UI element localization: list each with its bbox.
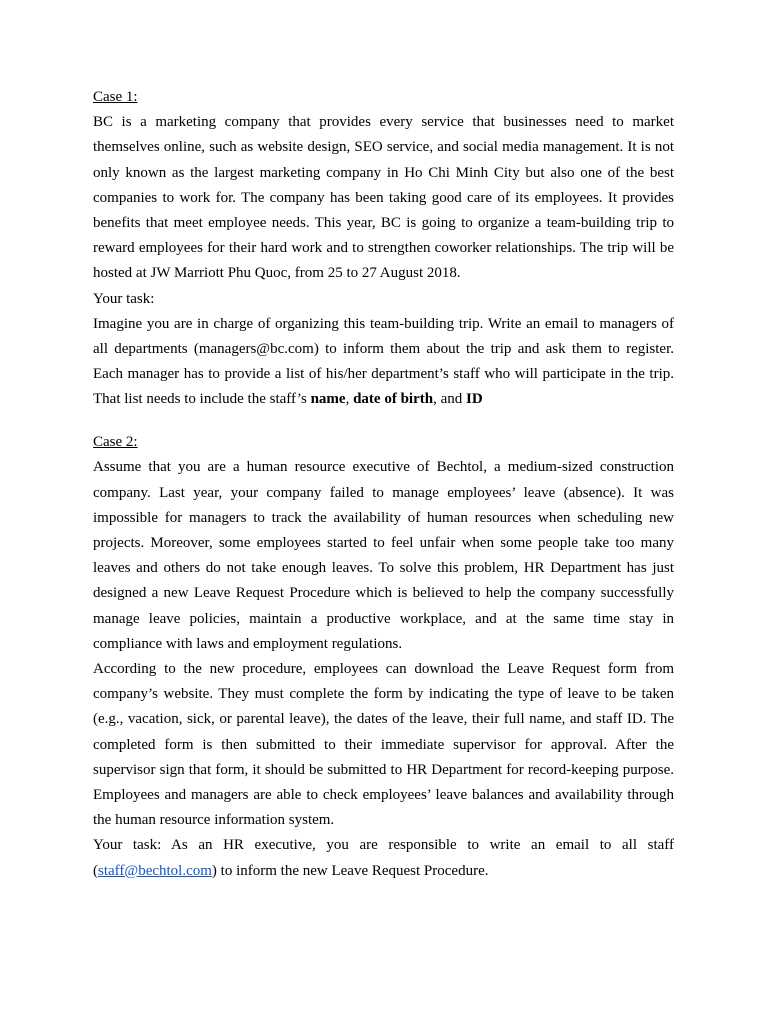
section-gap [93, 413, 674, 431]
case-2-task-outro: ) to inform the new Leave Request Procedure. [211, 862, 489, 879]
case-2-title: Case 2: [93, 434, 138, 451]
field-separator-2: , and [433, 391, 467, 408]
case-1-description: BC is a marketing company that provides every service that businesses need to market themselves online, such as website design, SEO service, and social media management. It is not only known as the largest marketing company in Ho Chi Minh City but also one of the best companies to work for. The company has been taking good care of its employees. It provides benefits that meet employee needs. This year, BC is going to organize a team-building trip to reward employees for their hard work and to strengthen coworker relationships. The trip will be hosted at JW Marriott Phu Quoc, from 25 to 27 August 2018. [93, 114, 674, 282]
field-id: ID [466, 391, 483, 408]
case-2-task-intro: Your task: As an HR executive, you are responsible to write an email to all staff ( [93, 837, 674, 879]
case-2-paragraph-1: Assume that you are a human resource executive of Bechtol, a medium-sized construction company. Last year, your company failed to manage employees’ leave (absence). It was impossible for managers to track the availability of human resources when scheduling new projects. Moreover, some employees started to feel unfair when some people take too many leaves and others do not take enough leaves. To solve this problem, HR Department has just designed a new Leave Request Procedure which is believed to help the company successfully manage leave policies, maintain a productive workplace, and at the same time stay in compliance with laws and employment regulations. [93, 459, 674, 652]
staff-email-link[interactable]: staff@bechtol.com [98, 862, 212, 879]
case-1-task-body: Imagine you are in charge of organizing this team-building trip. Write an email to managers of all departments (managers@bc.com) to inform them about the trip and ask them to register. Each manager has to provide a list of his/her department’s staff who will participate in the trip. That list needs to include the staff’s [93, 315, 674, 408]
case-2-task [93, 833, 674, 883]
field-date-of-birth: date of birth [353, 391, 434, 408]
case-1-task-text [93, 312, 674, 413]
case-1-title: Case 1: [93, 89, 138, 105]
case-1-task-label: Your task: [93, 290, 155, 307]
document-page [93, 85, 674, 884]
case-2-paragraph-2: According to the new procedure, employees can download the Leave Request form from company’s website. They must complete the form by indicating the type of leave to be taken (e.g., vacation, sick, or parental leave), the dates of the leave, their full name, and staff ID. The completed form is then submitted to their immediate supervisor for approval. After the supervisor sign that form, it should be submitted to HR Department for record-keeping purpose. Employees and managers are able to check employees’ leave balances and availability through the human resource information system. [93, 660, 674, 829]
field-name: name [310, 391, 346, 408]
field-separator-1: , [345, 391, 354, 408]
